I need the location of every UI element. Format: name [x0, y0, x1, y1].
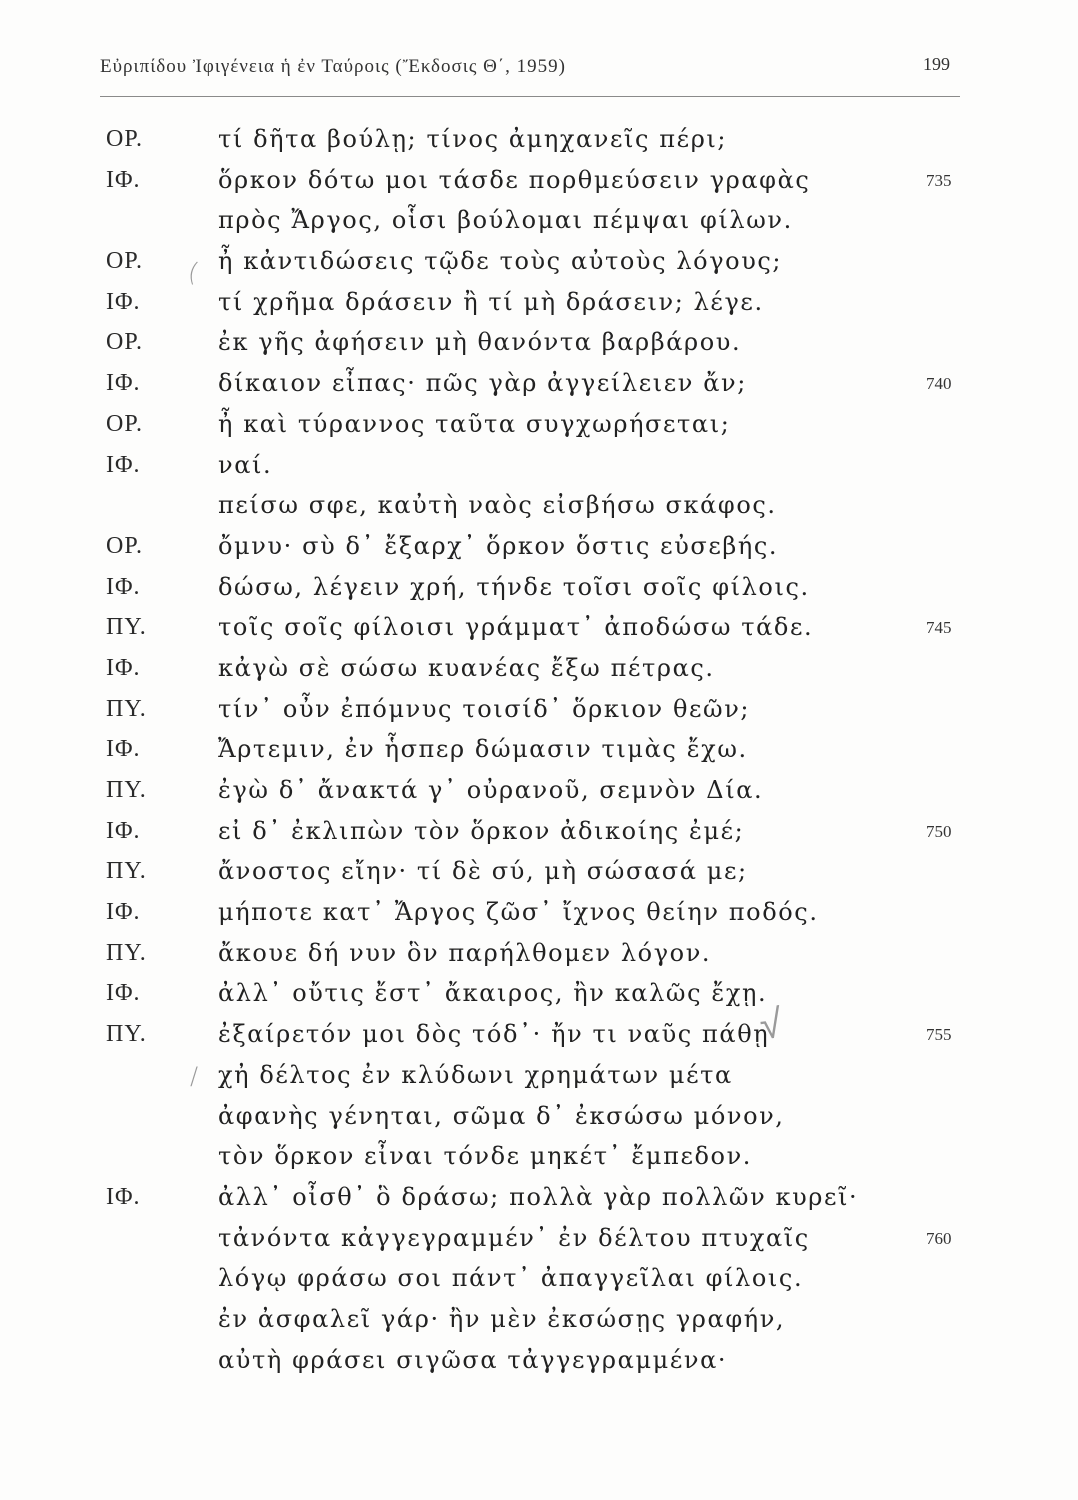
- line-number: 745: [926, 618, 952, 638]
- speaker-label: ΟΡ.: [106, 329, 144, 356]
- speaker-label: ΙΦ.: [106, 573, 141, 600]
- verse-line: [0, 488, 1078, 529]
- line-number: 750: [926, 821, 952, 841]
- speaker-label: ΟΡ.: [106, 410, 144, 437]
- speaker-label: ΠΥ.: [106, 777, 147, 803]
- verse-line: [0, 203, 1078, 244]
- verse-line: [0, 1017, 1078, 1058]
- verse-line: [0, 1058, 1078, 1099]
- speaker-label: ΙΦ.: [106, 370, 141, 397]
- verse-text-line: τί δῆτα βούλῃ; τίνος ἀμηχανεῖς πέρι;: [218, 125, 728, 153]
- verse-line: [0, 732, 1078, 773]
- verse-text-line: ἐν ἀσφαλεῖ γάρ· ἢν μὲν ἐκσώσῃς γραφήν,: [218, 1304, 786, 1333]
- verse-line: [0, 244, 1078, 285]
- verse-line: [0, 1221, 1078, 1262]
- verse-line: [0, 692, 1078, 733]
- page-number: 199: [923, 54, 950, 74]
- verse-text-line: τίν᾽ οὖν ἐπόμνυς τοισίδ᾽ ὅρκιον θεῶν;: [218, 694, 751, 723]
- speaker-label: ΙΦ.: [106, 654, 141, 681]
- verse-text-line: κἀγὼ σὲ σώσω κυανέας ἔξω πέτρας.: [218, 653, 715, 682]
- pencil-mark: /: [190, 1062, 199, 1090]
- verse-text-line: ἄνοστος εἴην· τί δὲ σύ, μὴ σώσασά με;: [218, 857, 748, 886]
- verse-line: [0, 1343, 1078, 1384]
- running-title: Εὐριπίδου Ἰφιγένεια ἡ ἐν Ταύροις (Ἔκδοσις Θ΄, 1959): [100, 56, 567, 77]
- speaker-label: ΙΦ.: [106, 980, 141, 1007]
- speaker-label: ΙΦ.: [106, 1183, 141, 1210]
- verse-line: [0, 976, 1078, 1017]
- verse-text-line: δίκαιον εἶπας· πῶς γὰρ ἀγγείλειεν ἄν;: [218, 369, 747, 398]
- verse-line: [0, 407, 1078, 448]
- verse-line: [0, 1261, 1078, 1302]
- verse-text-line: ἦ καὶ τύραννος ταῦτα συγχωρήσεται;: [218, 409, 731, 438]
- verse-line: [0, 1099, 1078, 1140]
- speaker-label: ΙΦ.: [106, 899, 141, 926]
- verse-text-line: ὄμνυ· σὺ δ᾽ ἔξαρχ᾽ ὅρκον ὅστις εὐσεβής.: [218, 531, 779, 560]
- verse-text-line: ὅρκον δότω μοι τάσδε πορθμεύσειν γραφὰς: [218, 165, 811, 194]
- verse-text: [0, 122, 1078, 1383]
- pencil-mark: (: [184, 257, 202, 289]
- verse-text-line: δώσω, λέγειν χρή, τήνδε τοῖσι σοῖς φίλοις.: [218, 572, 810, 601]
- verse-text-line: ἀλλ᾽ οὔτις ἔστ᾽ ἄκαιρος, ἢν καλῶς ἔχῃ.: [218, 979, 768, 1008]
- verse-line: [0, 651, 1078, 692]
- running-header: [100, 52, 960, 97]
- speaker-label: ΠΥ.: [106, 614, 147, 641]
- verse-text-line: ἀλλ᾽ οἶσθ᾽ ὃ δράσω; πολλὰ γὰρ πολλῶν κυρεῖ·: [218, 1182, 859, 1211]
- verse-text-line: μήποτε κατ᾽ Ἄργος ζῶσ᾽ ἴχνος θείην ποδός.: [218, 898, 819, 927]
- speaker-label: ΠΥ.: [106, 858, 147, 885]
- verse-text-line: τἀνόντα κἀγγεγραμμέν᾽ ἐν δέλτου πτυχαῖς: [218, 1223, 810, 1252]
- line-number: 735: [926, 170, 952, 190]
- verse-line: [0, 814, 1078, 855]
- verse-text-line: τί χρῆμα δράσειν ἢ τί μὴ δράσειν; λέγε.: [218, 287, 764, 316]
- speaker-label: ΙΦ.: [106, 817, 141, 844]
- speaker-label: ΙΦ.: [106, 736, 141, 763]
- verse-text-line: ἐγὼ δ᾽ ἄνακτά γ᾽ οὐρανοῦ, σεμνὸν Δία.: [218, 776, 764, 804]
- speaker-label: ΙΦ.: [106, 451, 141, 478]
- verse-text-line: ἀφανὴς γένηται, σῶμα δ᾽ ἐκσώσω μόνον,: [218, 1101, 785, 1130]
- verse-line: [0, 610, 1078, 651]
- verse-line: [0, 529, 1078, 570]
- verse-line: [0, 1139, 1078, 1180]
- verse-line: [0, 448, 1078, 489]
- speaker-label: ΟΡ.: [106, 248, 144, 275]
- verse-text-line: Ἄρτεμιν, ἐν ἧσπερ δώμασιν τιμὰς ἔχω.: [218, 735, 748, 764]
- speaker-label: ΙΦ.: [106, 288, 141, 315]
- speaker-label: ΠΥ.: [106, 695, 147, 722]
- verse-line: [0, 285, 1078, 326]
- verse-line: [0, 854, 1078, 895]
- verse-line: [0, 570, 1078, 611]
- speaker-label: ΠΥ.: [106, 939, 147, 966]
- verse-line: [0, 122, 1078, 163]
- verse-text-line: ἦ κἀντιδώσεις τῷδε τοὺς αὐτοὺς λόγους;: [218, 247, 783, 276]
- verse-line: [0, 325, 1078, 366]
- speaker-label: ΙΦ.: [106, 166, 141, 193]
- verse-line: [0, 936, 1078, 977]
- verse-text-line: πείσω σφε, καὐτὴ ναὸς εἰσβήσω σκάφος.: [218, 491, 777, 520]
- line-number: 755: [926, 1025, 952, 1045]
- verse-text-line: τὸν ὅρκον εἶναι τόνδε μηκέτ᾽ ἔμπεδον.: [218, 1142, 752, 1171]
- verse-line: [0, 366, 1078, 407]
- verse-text-line: ἐκ γῆς ἀφήσειν μὴ θανόντα βαρβάρου.: [218, 328, 742, 357]
- verse-text-line: τοῖς σοῖς φίλοισι γράμματ᾽ ἀποδώσω τάδε.: [218, 613, 814, 642]
- line-number: 740: [926, 374, 952, 394]
- verse-text-line: ἄκουε δή νυν ὃν παρήλθομεν λόγον.: [218, 938, 712, 967]
- verse-text-line: αὐτὴ φράσει σιγῶσα τἀγγεγραμμένα·: [218, 1345, 728, 1374]
- verse-text-line: ἐξαίρετόν μοι δὸς τόδ᾽· ἤν τι ναῦς πάθῃ: [218, 1020, 770, 1049]
- verse-text-line: λόγῳ φράσω σοι πάντ᾽ ἀπαγγεῖλαι φίλοις.: [218, 1264, 804, 1293]
- verse-line: [0, 773, 1078, 814]
- verse-text-line: πρὸς Ἄργος, οἷσι βούλομαι πέμψαι φίλων.: [218, 206, 793, 235]
- verse-text-line: εἰ δ᾽ ἐκλιπὼν τὸν ὅρκον ἀδικοίης ἐμέ;: [218, 816, 745, 845]
- speaker-label: ΠΥ.: [106, 1021, 147, 1048]
- pencil-checkmark: √: [756, 1000, 786, 1050]
- speaker-label: ΟΡ.: [106, 532, 144, 559]
- verse-line: [0, 1180, 1078, 1221]
- speaker-label: ΟΡ.: [106, 126, 144, 152]
- verse-line: [0, 1302, 1078, 1343]
- line-number: 760: [926, 1228, 952, 1248]
- verse-text-line: ναί.: [218, 450, 273, 479]
- verse-line: [0, 895, 1078, 936]
- verse-text-line: χἠ δέλτος ἐν κλύδωνι χρημάτων μέτα: [218, 1060, 733, 1089]
- verse-line: [0, 163, 1078, 204]
